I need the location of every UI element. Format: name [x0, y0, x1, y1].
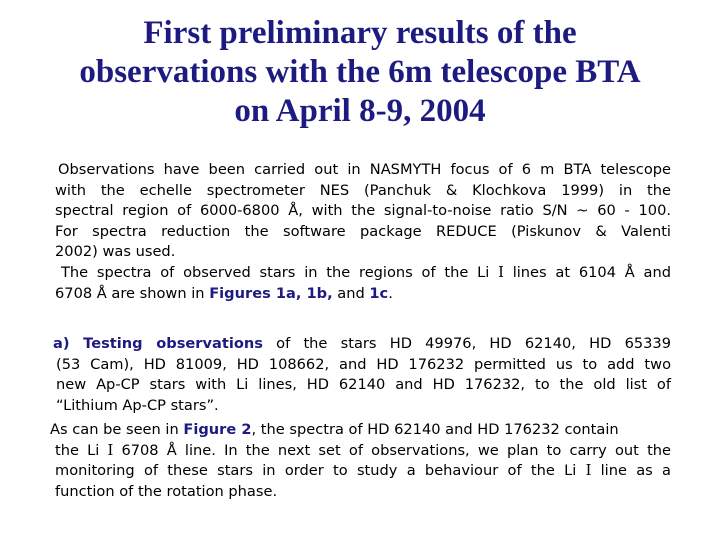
roman-numeral: I: [498, 264, 504, 281]
text-line: 2002) was used.: [55, 243, 176, 260]
text-line: As can be seen in Figure 2, the spectra of HD 62140 and HD 176232 contain: [50, 421, 619, 438]
text-line: the Li I 6708 Å line. In the next set of observations, we plan to carry out the: [55, 441, 672, 459]
intro-paragraph: [55, 160, 671, 263]
text-line: (53 Cam), HD 81009, HD 108662, and HD 176232 permitted us to add two: [56, 355, 671, 373]
text-line: new Ap-CP stars with Li lines, HD 62140 and HD 176232, to the old list of: [56, 376, 671, 393]
text-line: monitoring of these stars in order to study a behaviour of the Li I line as a: [55, 462, 671, 479]
text-line: “Lithium Ap-CP stars”.: [56, 396, 219, 414]
figure2-paragraph: [50, 420, 671, 502]
spectra-paragraph: [55, 263, 671, 304]
figure-reference: Figures 1a, 1b,: [209, 284, 333, 302]
text-line: For spectra reduction the software package REDUCE (Piskunov & Valenti: [55, 222, 671, 240]
text-line: The spectra of observed stars in the regions of the Li I lines at 6104 Å and: [61, 264, 672, 281]
figure-reference: 1c: [369, 284, 389, 302]
text-line: spectral region of 6000-6800 Å, with the signal-to-noise ratio S/N ~ 60 - 100.: [55, 202, 671, 219]
text-line: function of the rotation phase.: [55, 482, 278, 500]
section-label: a) Testing observations: [53, 335, 263, 352]
text-line: a) Testing observations of the stars HD 49976, HD 62140, HD 65339: [53, 335, 671, 352]
slide-title: [20, 14, 700, 131]
text-line: 6708 Å are shown in Figures 1a, 1b, and 1c.: [55, 284, 393, 302]
roman-numeral: I: [107, 441, 114, 459]
title-line: First preliminary results of the: [143, 15, 577, 51]
title-line: observations with the 6m telescope BTA: [79, 54, 641, 90]
title-line: on April 8-9, 2004: [234, 93, 486, 129]
text-line: with the echelle spectrometer NES (Panchuk & Klochkova 1999) in the: [55, 181, 671, 199]
figure-reference: Figure 2: [183, 421, 252, 438]
testing-paragraph: [53, 334, 671, 416]
text-line: Observations have been carried out in NASMYTH focus of 6 m BTA telescope: [58, 161, 671, 178]
roman-numeral: I: [585, 462, 592, 479]
